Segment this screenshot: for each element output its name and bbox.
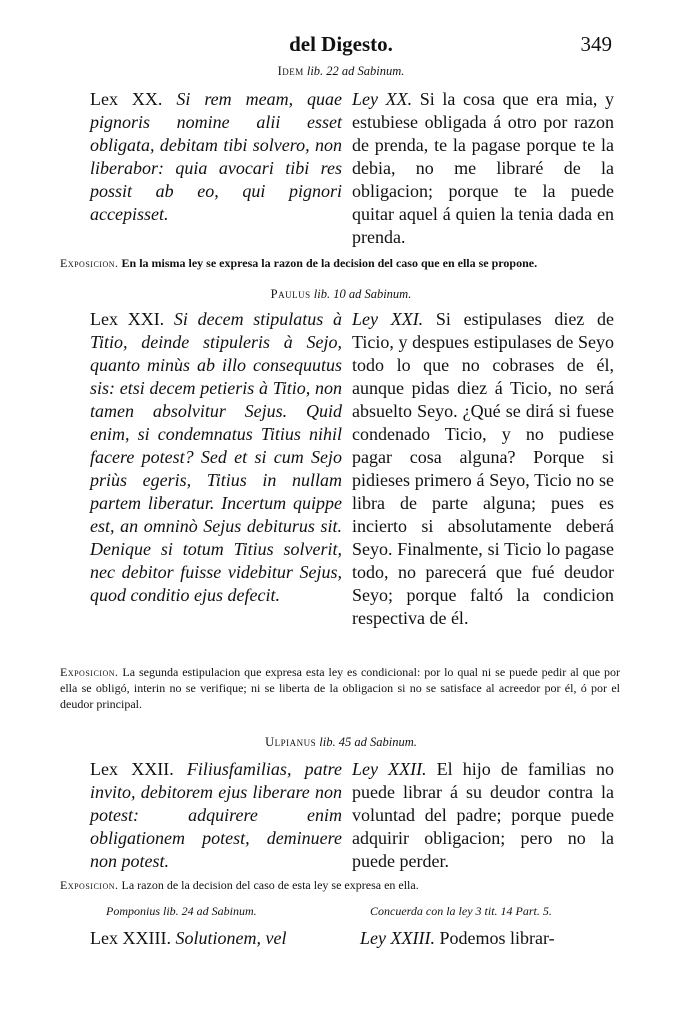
law-text: Si estipulases diez de Ticio, y despues estipulases de Seyo todo lo que no cobrases de él, aunque pidas diez á Ticio, no será absuelto Seyo. ¿Qué se dirá si fuese condenado Ticio, y no pudiese pagar cosa alguna? Porque si pidieses primero á Seyo, Ticio no se libra de parte alguna; pues es incierto si absolutamente deberá Seyo. Finalmente, si Ticio lo pagase todo, no parecerá que fué deudor Seyo; porque faltó la condicion respectiva de él. [352, 309, 614, 628]
exposition-label: Exposicion. [60, 256, 119, 270]
law-label: Lex XXII. [90, 759, 174, 779]
source-pomponius: Pomponius lib. 24 ad Sabinum. [106, 904, 257, 918]
exposition-label: Exposicion. [60, 878, 119, 892]
law-text: El hijo de familias no puede librar á su deudor contra la voluntad del padre; porque puede adquirir obligacion; pero no la puede perder. [352, 759, 614, 871]
law-label: Lex XXI. [90, 309, 165, 329]
exposition-text: En la misma ley se expresa la razon de la decision del caso que en ella se propone. [118, 256, 538, 270]
law-text: Si la cosa que era mia, y estubiese obligada á otro por razon de prenda, te la pagase porque te la debia, no me libraré de la obligacion; porque te la puede quitar aquel á quien la tenia dada en prenda. [352, 89, 614, 247]
source-reference: lib. 45 ad Sabinum. [316, 735, 417, 749]
page-header [0, 28, 682, 58]
source-author: Ulpianus [265, 735, 317, 749]
running-title: del Digesto. [289, 32, 393, 56]
source-reference: lib. 10 ad Sabinum. [310, 287, 412, 301]
exposition-label: Exposicion. [60, 665, 119, 679]
concordance-note: Concuerda con la ley 3 tit. 14 Part. 5. [370, 904, 552, 918]
latin-text-lex-xxiii [90, 928, 286, 949]
spanish-text-ley-xxiii [360, 928, 555, 949]
spanish-text-ley-xxi [352, 308, 614, 630]
exposition-3 [60, 877, 620, 893]
source-citation [0, 64, 682, 79]
exposition-2 [60, 664, 620, 712]
spanish-text-ley-xxii [352, 758, 614, 873]
source-author: Idem [277, 64, 304, 78]
source-author: Paulus [270, 287, 311, 301]
latin-text-lex-xx [90, 88, 342, 226]
law-text: Filiusfamilias, patre invito, debitorem ejus liberare non potest: adquirere enim obligationem potest, deminuere non potest. [90, 759, 342, 871]
law-label: Ley XXIII. [360, 928, 435, 948]
source-citation [0, 735, 682, 750]
law-text: Podemos librar- [434, 928, 555, 948]
law-label: Lex XXIII. [90, 928, 171, 948]
law-label: Ley XXII. [352, 759, 427, 779]
latin-text-lex-xxi [90, 308, 342, 607]
page-number: 349 [580, 32, 612, 56]
exposition-text: La razon de la decision del caso de esta ley se expresa en ella. [118, 878, 419, 892]
exposition-1 [60, 255, 620, 271]
law-label: Ley XXI. [352, 309, 424, 329]
exposition-text: La segunda estipulacion que expresa esta ley es condicional: por lo qual ni se puede pedir al que por ella se obligó, interin no se verifique; ni se liberta de la obligacion si no se satisface al acreedor por él, ó por el deudor principal. [60, 665, 620, 711]
spanish-text-ley-xx [352, 88, 614, 249]
latin-text-lex-xxii [90, 758, 342, 873]
law-text: Solutionem, vel [170, 928, 287, 948]
law-text: Si rem meam, quae pignoris nomine alii esset obligata, debitam tibi solvero, non liberabor: quia avocari tibi res possit ab eo, qui pignori accepisset. [90, 89, 343, 224]
law-label: Lex XX. [90, 89, 163, 109]
source-reference: lib. 22 ad Sabinum. [303, 64, 405, 78]
law-text: Si decem stipulatus à Titio, deinde stipuleris à Sejo, quanto minùs ab illo consequutus sis: etsi decem petieris à Titio, non tamen absolvitur Sejus. Quid enim, si condemnatus Titius nihil facere potest? Sed et si cum Sejo priùs egeris, Titius in nullam partem liberatur. Incertum quippe est, an omninò Sejus debiturus sit. Denique si totum Titius solverit, nec debitor fuisse videbitur Sejus, quod conditio ejus defecit. [90, 309, 342, 605]
law-label: Ley XX. [352, 89, 413, 109]
source-citation [0, 287, 682, 302]
